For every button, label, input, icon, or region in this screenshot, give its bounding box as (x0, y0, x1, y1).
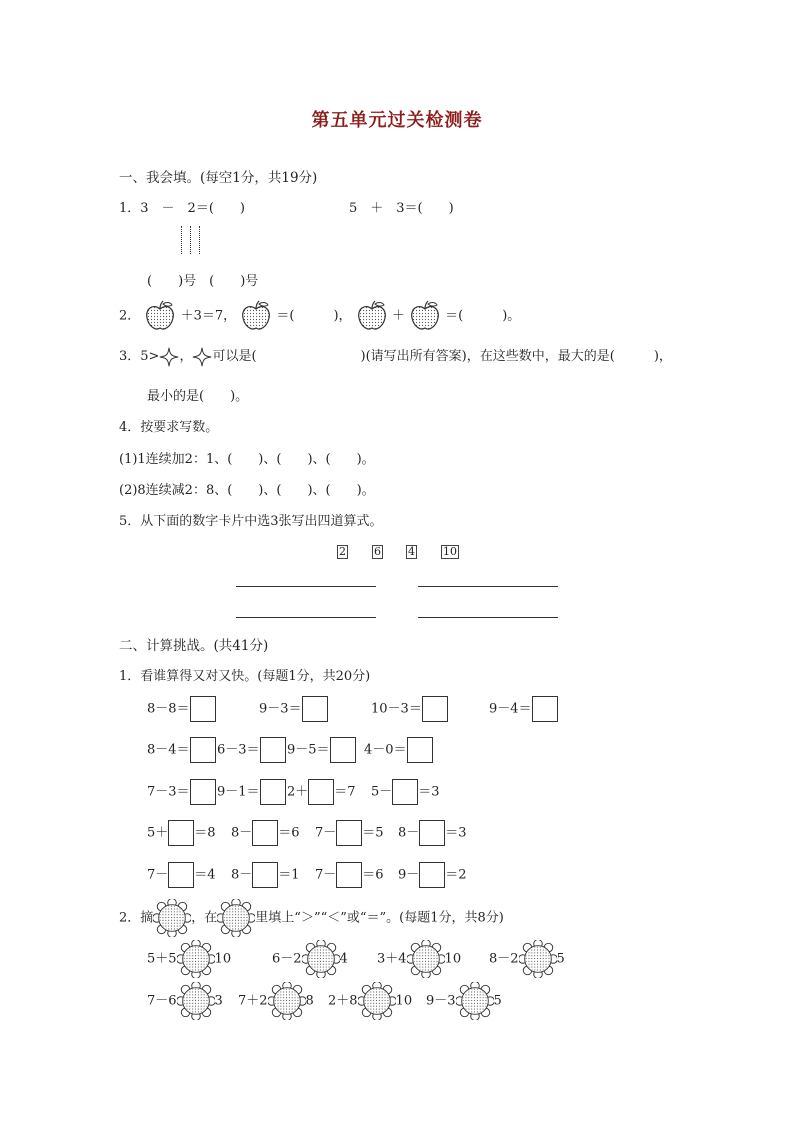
q2-line (119, 300, 520, 332)
calc-item: 9－1＝ (217, 779, 286, 805)
flower-answer-icon[interactable] (519, 940, 557, 978)
q4-part-a: (1)1连续加2：1、( )、( )、( )。 (119, 452, 375, 467)
answer-line[interactable] (236, 586, 376, 587)
calc-item: 7－3＝ (147, 779, 216, 805)
compare-heading-text-3: 里填上“＞”“＜”或“＝”。(每题1分，共8分) (255, 910, 504, 926)
answer-box[interactable] (336, 820, 362, 846)
answer-box[interactable] (330, 737, 356, 763)
apple-icon (240, 300, 272, 332)
calc-item: 8－ ＝3 (398, 820, 467, 846)
flower-answer-icon[interactable] (177, 982, 215, 1020)
calc-heading: 1．看谁算得又对又快。(每题1分，共20分) (119, 669, 371, 684)
q3-number: 3．5> (119, 349, 160, 364)
flower-answer-icon[interactable] (407, 940, 445, 978)
dotted-connector-3 (199, 226, 200, 254)
answer-box[interactable] (252, 862, 278, 888)
flower-answer-icon[interactable] (177, 940, 215, 978)
q3-text-2: 可以是( )(请写出所有答案)，在这些数中，最大的是( )， (212, 349, 672, 364)
apple-icon (356, 300, 388, 332)
compare-item: 7－6 3 (147, 982, 223, 1020)
star-icon (192, 347, 212, 367)
calc-item: 8－8＝ (147, 696, 216, 722)
answer-box[interactable] (532, 696, 558, 722)
answer-box[interactable] (190, 696, 216, 722)
answer-box[interactable] (260, 779, 286, 805)
q4-part-b: (2)8连续减2：8、( )、( )、( )。 (119, 483, 375, 498)
answer-box[interactable] (168, 820, 194, 846)
dotted-connector-2 (190, 226, 191, 254)
compare-item: 6－2 4 (272, 940, 348, 978)
calc-item: 9－4＝ (489, 696, 558, 722)
compare-item: 7＋2 8 (238, 982, 314, 1020)
calc-item: 7－ ＝4 (147, 862, 216, 888)
page-title: 第五单元过关检测卷 (311, 110, 483, 131)
apple-icon (409, 300, 441, 332)
compare-item: 5＋5 10 (147, 940, 231, 978)
q2-text-1: ＋3＝7， (180, 308, 237, 324)
q3-line-2: 最小的是( )。 (147, 389, 249, 404)
q3-line (119, 345, 672, 367)
answer-box[interactable] (260, 737, 286, 763)
compare-heading-text-2: ，在 (191, 910, 218, 926)
number-card: 2 (339, 545, 346, 558)
number-card: 4 (408, 545, 415, 558)
calc-item: 9－5＝ (287, 737, 356, 763)
calc-item: 9－3＝ (259, 696, 328, 722)
compare-item: 9－3 5 (426, 982, 502, 1020)
answer-box[interactable] (422, 696, 448, 722)
section-2-heading: 二、计算挑战。(共41分) (119, 638, 269, 654)
answer-line[interactable] (236, 617, 376, 618)
answer-box[interactable] (302, 696, 328, 722)
q1-left-expression: 1．3 － 2＝( ) (119, 201, 245, 216)
q4-heading: 4．按要求写数。 (119, 420, 219, 435)
compare-heading-text-1: 2．摘 (119, 910, 154, 926)
calc-item: 8－ ＝6 (231, 820, 300, 846)
flower-answer-icon[interactable] (456, 982, 494, 1020)
answer-box[interactable] (252, 820, 278, 846)
calc-item: 8－ ＝1 (231, 862, 300, 888)
compare-item: 3＋4 10 (377, 940, 461, 978)
q2-number: 2． (119, 308, 141, 324)
calc-item: 6－3＝ (217, 737, 286, 763)
q2-text-4: ＝( )。 (445, 308, 521, 324)
flower-answer-icon[interactable] (302, 940, 340, 978)
q2-text-2: ＝( )， (276, 308, 352, 324)
calc-item: 5－ ＝3 (371, 779, 440, 805)
calc-item: 9－ ＝2 (398, 862, 467, 888)
calc-item: 5＋ ＝8 (147, 820, 216, 846)
number-card: 6 (374, 545, 381, 558)
apple-icon (144, 300, 176, 332)
calc-item: 8－4＝ (147, 737, 216, 763)
answer-box[interactable] (336, 862, 362, 888)
calc-item: 2＋ ＝7 (287, 779, 356, 805)
answer-box[interactable] (190, 779, 216, 805)
answer-line[interactable] (418, 617, 558, 618)
answer-line[interactable] (418, 586, 558, 587)
q2-text-3: ＋ (391, 308, 405, 324)
calc-item: 10－3＝ (371, 696, 448, 722)
dotted-connector-1 (181, 226, 182, 254)
number-card: 10 (443, 545, 457, 558)
compare-item: 2＋8 10 (328, 982, 412, 1020)
q1-right-expression: 5 ＋ 3＝( ) (349, 201, 454, 216)
calc-item: 7－ ＝6 (315, 862, 384, 888)
calc-item: 4－0＝ (364, 737, 433, 763)
answer-box[interactable] (419, 820, 445, 846)
answer-box[interactable] (308, 779, 334, 805)
flower-answer-icon[interactable] (268, 982, 306, 1020)
flower-icon (153, 899, 191, 937)
q1-answer-labels: ( )号 ( )号 (147, 274, 259, 289)
flower-answer-icon[interactable] (358, 982, 396, 1020)
answer-box[interactable] (392, 779, 418, 805)
star-icon (159, 347, 179, 367)
flower-icon (217, 899, 255, 937)
section-1-heading: 一、我会填。(每空1分，共19分) (119, 170, 318, 186)
calc-item: 7－ ＝5 (315, 820, 384, 846)
answer-box[interactable] (407, 737, 433, 763)
compare-item: 8－2 5 (489, 940, 565, 978)
answer-box[interactable] (190, 737, 216, 763)
compare-heading (119, 899, 504, 937)
q3-text-1: ， (179, 349, 193, 364)
answer-box[interactable] (419, 862, 445, 888)
answer-box[interactable] (168, 862, 194, 888)
q5-heading: 5．从下面的数字卡片中选3张写出四道算式。 (119, 514, 383, 529)
